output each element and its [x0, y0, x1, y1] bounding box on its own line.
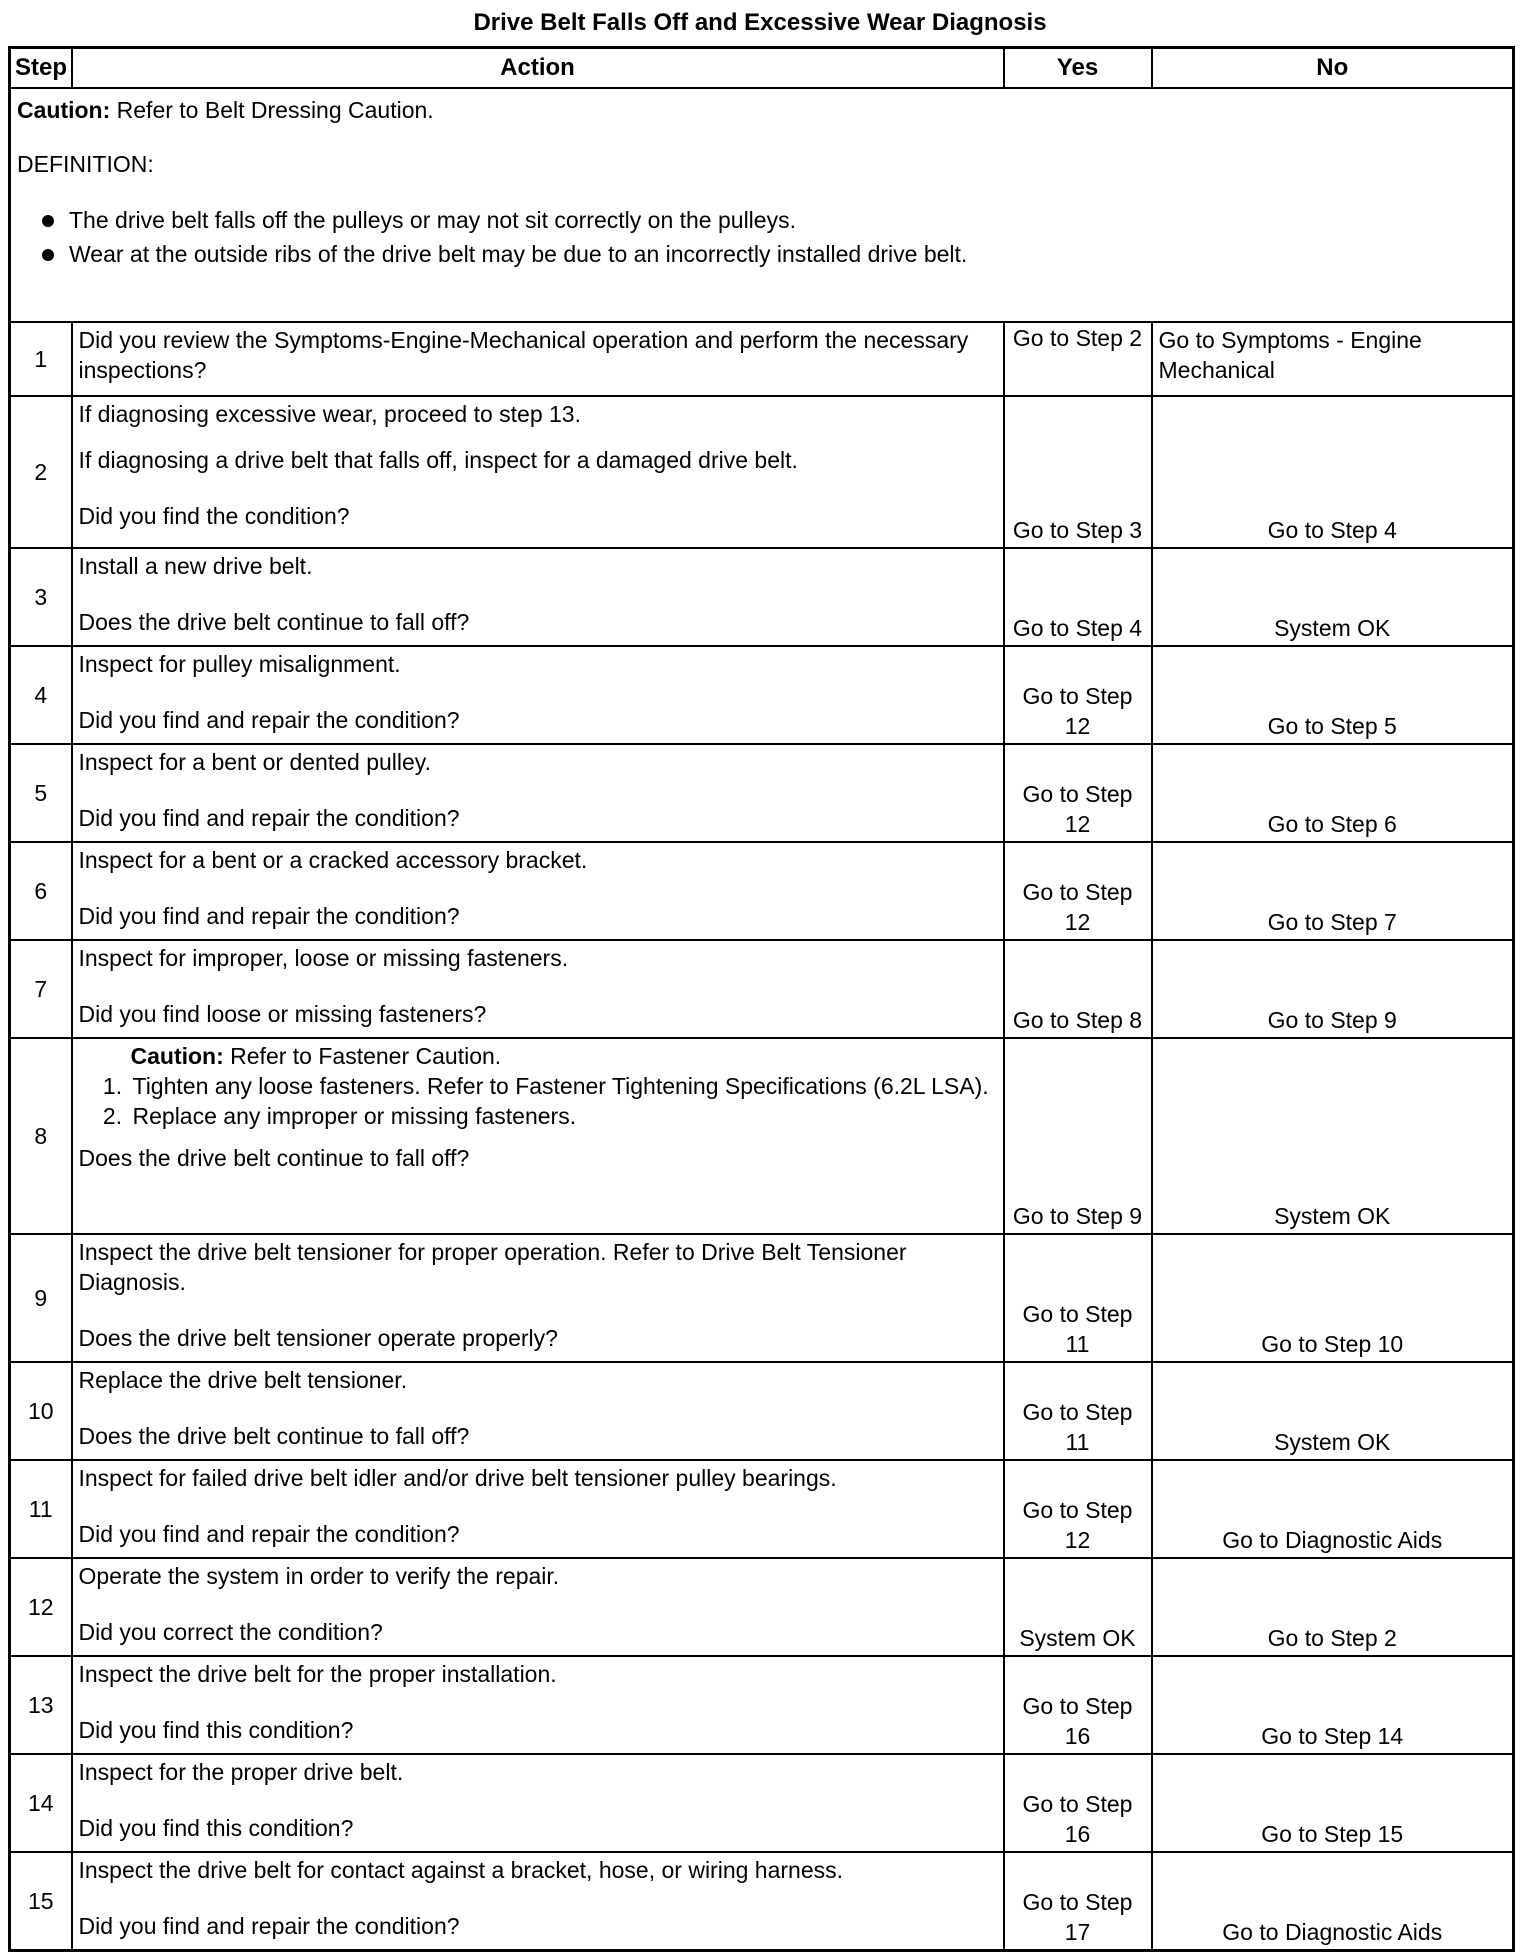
action-question: Does the drive belt continue to fall off? — [78, 609, 470, 635]
yes-result: Go to Step 3 — [1004, 396, 1152, 548]
step-number: 12 — [10, 1558, 72, 1656]
yes-result: Go to Step 12 — [1004, 646, 1152, 744]
caution-label: Caution: — [130, 1043, 224, 1069]
step-number: 13 — [10, 1656, 72, 1754]
action-text: Inspect for the proper drive belt. — [78, 1759, 404, 1785]
yes-result: Go to Step 17 — [1004, 1852, 1152, 1950]
action-question: Did you find and repair the condition? — [78, 1521, 460, 1547]
step-number: 9 — [10, 1234, 72, 1362]
no-result: Go to Step 14 — [1152, 1656, 1514, 1754]
numbered-steps — [79, 1071, 997, 1131]
action-cell — [72, 1754, 1004, 1852]
definition-list — [17, 203, 1506, 271]
action-cell — [72, 1656, 1004, 1754]
numbered-step: 1. Tighten any loose fasteners. Refer to Fastener Tightening Specifications (6.2L LSA). — [129, 1071, 997, 1101]
caution-text: Refer to Fastener Caution. — [223, 1043, 502, 1069]
yes-result: System OK — [1004, 1558, 1152, 1656]
table-row — [10, 1558, 1514, 1656]
no-result: Go to Diagnostic Aids — [1152, 1460, 1514, 1558]
action-question: Did you find and repair the condition? — [78, 1913, 460, 1939]
header-yes: Yes — [1004, 48, 1152, 89]
table-row — [10, 744, 1514, 842]
yes-result: Go to Step 12 — [1004, 1460, 1152, 1558]
action-question: Did you find loose or missing fasteners? — [78, 1001, 487, 1027]
no-result: System OK — [1152, 1038, 1514, 1234]
table-row — [10, 646, 1514, 744]
step-number: 15 — [10, 1852, 72, 1950]
step-number: 14 — [10, 1754, 72, 1852]
no-result: Go to Step 9 — [1152, 940, 1514, 1038]
yes-result: Go to Step 11 — [1004, 1234, 1152, 1362]
action-question: Did you find and repair the condition? — [78, 805, 460, 831]
action-question: Does the drive belt tensioner operate properly? — [78, 1325, 558, 1351]
action-text: Inspect the drive belt for contact against a bracket, hose, or wiring harness. — [78, 1857, 844, 1883]
no-result: Go to Step 10 — [1152, 1234, 1514, 1362]
table-row — [10, 1460, 1514, 1558]
no-result: Go to Step 2 — [1152, 1558, 1514, 1656]
table-row — [10, 548, 1514, 646]
action-text: Inspect for failed drive belt idler and/or drive belt tensioner pulley bearings. — [78, 1465, 837, 1491]
action-text: Inspect for improper, loose or missing fasteners. — [78, 945, 569, 971]
step-number: 4 — [10, 646, 72, 744]
step-number: 7 — [10, 940, 72, 1038]
table-row — [10, 1754, 1514, 1852]
definition-item: Wear at the outside ribs of the drive belt may be due to an incorrectly installed drive belt. — [17, 237, 1506, 271]
caution-label: Caution: — [17, 97, 111, 123]
action-cell — [72, 1362, 1004, 1460]
caution-note — [17, 95, 1506, 125]
action-cell — [72, 842, 1004, 940]
header-step: Step — [10, 48, 72, 89]
action-cell — [72, 1852, 1004, 1950]
action-text: Did you review the Symptoms-Engine-Mechanical operation and perform the necessary inspections? — [78, 327, 969, 383]
no-result: System OK — [1152, 1362, 1514, 1460]
action-cell — [72, 1038, 1004, 1234]
no-result: Go to Step 15 — [1152, 1754, 1514, 1852]
header-action: Action — [72, 48, 1004, 89]
action-question: Did you find this condition? — [78, 1717, 354, 1743]
action-text: Replace the drive belt tensioner. — [78, 1367, 408, 1393]
action-text: Inspect for a bent or a cracked accessory bracket. — [78, 847, 588, 873]
yes-result: Go to Step 8 — [1004, 940, 1152, 1038]
no-result: Go to Symptoms - Engine Mechanical — [1152, 322, 1514, 396]
step-number: 8 — [10, 1038, 72, 1234]
yes-result: Go to Step 12 — [1004, 744, 1152, 842]
action-text: Inspect for a bent or dented pulley. — [78, 749, 431, 775]
action-question: Did you find this condition? — [78, 1815, 354, 1841]
step-number: 2 — [10, 396, 72, 548]
no-result: Go to Diagnostic Aids — [1152, 1852, 1514, 1950]
action-cell — [72, 744, 1004, 842]
action-cell — [72, 322, 1004, 396]
table-row — [10, 1234, 1514, 1362]
no-result: Go to Step 7 — [1152, 842, 1514, 940]
definition-item: The drive belt falls off the pulleys or may not sit correctly on the pulleys. — [17, 203, 1506, 237]
step-number: 11 — [10, 1460, 72, 1558]
header-no: No — [1152, 48, 1514, 89]
action-cell — [72, 1558, 1004, 1656]
no-result: Go to Step 6 — [1152, 744, 1514, 842]
action-question: Does the drive belt continue to fall off? — [78, 1423, 470, 1449]
table-row — [10, 1852, 1514, 1950]
table-row — [10, 322, 1514, 396]
action-text: Install a new drive belt. — [78, 553, 313, 579]
definition-label: DEFINITION: — [17, 151, 154, 177]
intro-cell — [10, 88, 1514, 322]
no-result: Go to Step 5 — [1152, 646, 1514, 744]
action-text: Operate the system in order to verify the repair. — [78, 1563, 560, 1589]
yes-result: Go to Step 4 — [1004, 548, 1152, 646]
table-row — [10, 940, 1514, 1038]
document-title: Drive Belt Falls Off and Excessive Wear Diagnosis — [473, 9, 1047, 36]
action-cell — [72, 548, 1004, 646]
no-result: System OK — [1152, 548, 1514, 646]
action-question: Did you find the condition? — [78, 503, 350, 529]
table-row — [10, 396, 1514, 548]
step-number: 10 — [10, 1362, 72, 1460]
yes-result: Go to Step 2 — [1004, 322, 1152, 396]
step-number: 3 — [10, 548, 72, 646]
numbered-step: 2. Replace any improper or missing fasteners. — [129, 1101, 997, 1131]
table-header-row — [10, 48, 1514, 89]
yes-result: Go to Step 16 — [1004, 1754, 1152, 1852]
yes-result: Go to Step 16 — [1004, 1656, 1152, 1754]
action-cell — [72, 396, 1004, 548]
yes-result: Go to Step 12 — [1004, 842, 1152, 940]
action-text: If diagnosing excessive wear, proceed to step 13. — [78, 401, 581, 427]
caution-text: Refer to Belt Dressing Caution. — [110, 97, 434, 123]
table-row — [10, 1656, 1514, 1754]
action-text: Inspect the drive belt for the proper installation. — [78, 1661, 557, 1687]
table-row — [10, 842, 1514, 940]
yes-result: Go to Step 11 — [1004, 1362, 1152, 1460]
action-cell — [72, 1460, 1004, 1558]
action-question: Did you find and repair the condition? — [78, 707, 460, 733]
action-cell — [72, 1234, 1004, 1362]
caution-note — [79, 1041, 997, 1071]
table-row — [10, 1038, 1514, 1234]
action-question: Did you find and repair the condition? — [78, 903, 460, 929]
diagnosis-table — [8, 46, 1515, 1952]
action-cell — [72, 646, 1004, 744]
intro-row — [10, 88, 1514, 322]
step-number: 1 — [10, 322, 72, 396]
no-result: Go to Step 4 — [1152, 396, 1514, 548]
step-number: 5 — [10, 744, 72, 842]
step-number: 6 — [10, 842, 72, 940]
action-text: If diagnosing a drive belt that falls off, inspect for a damaged drive belt. — [78, 447, 798, 473]
action-cell — [72, 940, 1004, 1038]
yes-result: Go to Step 9 — [1004, 1038, 1152, 1234]
action-text: Inspect the drive belt tensioner for proper operation. Refer to Drive Belt Tensioner Diagnosis. — [78, 1239, 907, 1295]
table-row — [10, 1362, 1514, 1460]
action-question: Does the drive belt continue to fall off? — [78, 1145, 470, 1171]
action-question: Did you correct the condition? — [78, 1619, 383, 1645]
action-text: Inspect for pulley misalignment. — [78, 651, 401, 677]
